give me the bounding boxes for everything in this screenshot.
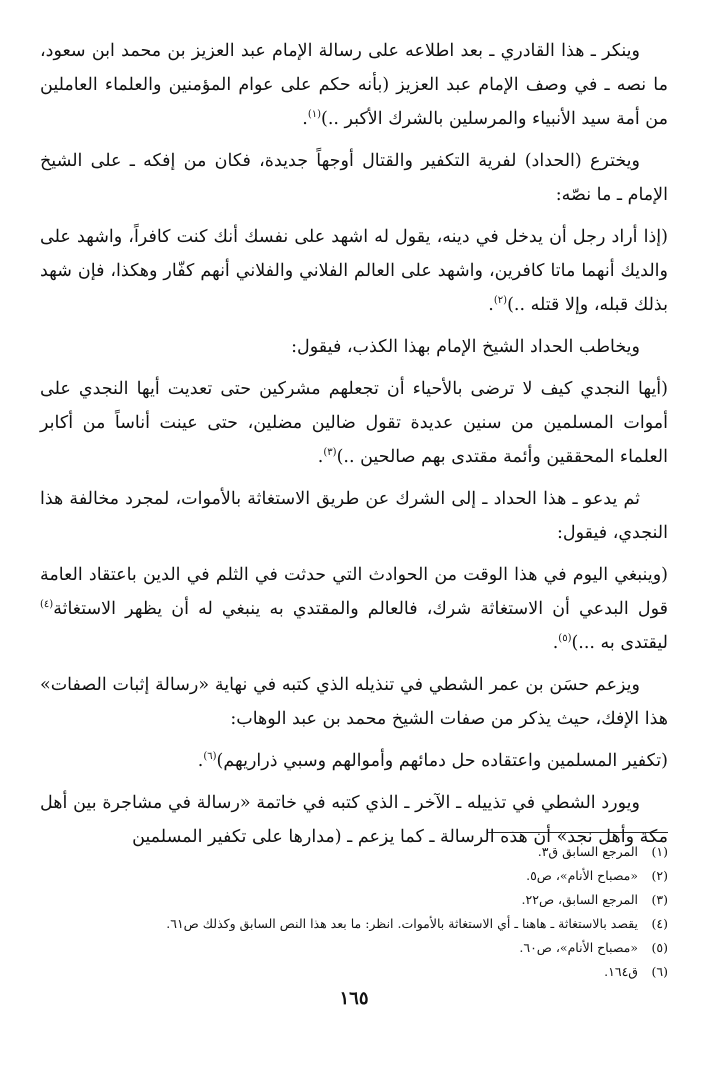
paragraph: وينكر ـ هذا القادري ـ بعد اطلاعه على رسالة الإمام عبد العزيز بن محمد ابن سعود، ما نصه ـ في وصف الإمام عبد العزيز (بأنه حكم على عوام المؤمنين والعلماء العاملين من أمة سيد الأنبياء والمرسلين بالشرك الأكبر ..)$^{(١)}$. [40,41,668,129]
footnote-number: (٣) [651,892,668,907]
quote-paragraph: (إذا أراد رجل أن يدخل في دينه، يقول له اشهد على نفسك أنك كنت كافراً، واشهد على والديك أنهما ماتا كافرين، واشهد على العالم الفلاني والفلاني أنهم كفّار وهكذا، فإن شهد بذلك قبله، وإلا قتله ..)$^{(٢)}$. [40,227,668,315]
footnote [40,888,668,912]
main-text [40,34,668,862]
footnote-ref[interactable]: (١) [307,109,322,121]
paragraph [40,482,668,550]
footnote-number: (٤) [651,916,668,931]
footnote-ref[interactable]: (٢) [493,295,508,307]
footnote-number: (٢) [651,868,668,883]
paragraph-text: ويخترع (الحداد) لفرية التكفير والقتال أوجهاً جديدة، فكان من إفكه ـ على الشيخ الإمام ـ ما نصّه: [40,151,668,205]
footnote-divider [488,832,668,833]
footnote [40,936,668,960]
footnote [40,960,668,984]
footnote-text: يقصد بالاستغاثة ـ هاهنا ـ أي الاستغاثة بالأموات. انظر: ما بعد هذا النص السابق وكذلك ص٦١. [166,916,638,931]
footnote-text: المرجع السابق، ص٢٢. [521,892,638,907]
paragraph-text-tail: ليقتدى به ...) [571,633,668,653]
footnote-text: المرجع السابق ق٣. [537,844,638,859]
footnote-text: «مصباح الأنام»، ص٦٠. [519,940,638,955]
footnote-number: (٥) [651,940,668,955]
paragraph-text: ويورد الشطي في تذييله ـ الآخر ـ الذي كتبه في خاتمة «رسالة في مشاجرة بين أهل مكة وأهل نجد» أن هذه الرسالة ـ كما يزعم ـ (مدارها على تكفير المسلمين [40,793,668,847]
paragraph [40,330,668,364]
page-number: ١٦٥ [339,988,369,1009]
footnote-text: ق١٦٤. [604,964,638,979]
quote-paragraph: (تكفير المسلمين واعتقاده حل دمائهم وأموالهم وسبي ذراريهم)$^{(٦)}$. [197,751,668,771]
paragraph-text: ويزعم حسَن بن عمر الشطي في تنذيله الذي كتبه في نهاية «رسالة إثبات الصفات» هذا الإفك، حيث يذكر من صفات الشيخ محمد بن عبد الوهاب: [40,675,668,729]
footnote [40,840,668,864]
paragraph-text: ثم يدعو ـ هذا الحداد ـ إلى الشرك عن طريق الاستغاثة بالأموات، لمجرد مخالفة هذا النجدي، فيقول: [40,489,668,543]
footnote [40,864,668,888]
footnote-ref[interactable]: (٣) [323,447,337,459]
paragraph-text: (أيها النجدي كيف لا ترضى بالأحياء أن تجعلهم مشركين حتى تعديت أيها النجدي على أموات المسلمين من سنين عديدة تقول ضالين مضلين، حتى عينت أناساً من أكابر العلماء المحققين وأئمة مقتدى بهم صالحين ..) [40,379,668,467]
footnote-number: (٦) [651,964,668,979]
footnote-text: «مصباح الأنام»، ص٥. [526,868,638,883]
footnote-ref[interactable]: (٤) [40,599,54,611]
paragraph-text: وينكر ـ هذا القادري ـ بعد اطلاعه على رسالة الإمام عبد العزيز بن محمد ابن سعود، ما نصه ـ في وصف الإمام عبد العزيز (بأنه حكم على عوام المؤمنين والعلماء العاملين من أمة سيد الأنبياء والمرسلين بالشرك الأكبر ..) [40,41,668,129]
footnote-ref[interactable]: (٦) [203,751,217,763]
footnote-number: (١) [651,844,668,859]
quote-paragraph: (أيها النجدي كيف لا ترضى بالأحياء أن تجعلهم مشركين حتى تعديت أيها النجدي على أموات المسلمين من سنين عديدة تقول ضالين مضلين، حتى عينت أناساً من أكابر العلماء المحققين وأئمة مقتدى بهم صالحين ..)$^{(٣)}$. [40,379,668,467]
quote-paragraph: (وينبغي اليوم في هذا الوقت من الحوادث التي حدثت في الثلم في الدين باعتقاد العامة قول البدعي أن الاستغاثة شرك، فالعالم والمقتدي به ينبغي له أن يظهر الاستغاثة$^{(٤)}$ ليقتدى به ...)$^{(٥)}$. [40,565,668,653]
paragraph-text: (وينبغي اليوم في هذا الوقت من الحوادث التي حدثت في الثلم في الدين باعتقاد العامة قول البدعي أن الاستغاثة شرك، فالعالم والمقتدي به ينبغي له أن يظهر الاستغاثة [40,565,668,619]
paragraph-text: ويخاطب الحداد الشيخ الإمام بهذا الكذب، فيقول: [291,337,640,357]
paragraph-text: (إذا أراد رجل أن يدخل في دينه، يقول له اشهد على نفسك أنك كنت كافراً، واشهد على والديك أنهما ماتا كافرين، واشهد على العالم الفلاني والفلاني أنهم كفّار وهكذا، فإن شهد بذلك قبله، وإلا قتله ..) [40,227,668,315]
paragraph [40,144,668,212]
paragraph [40,668,668,736]
footnotes [40,840,668,984]
paragraph-text: (تكفير المسلمين واعتقاده حل دمائهم وأموالهم وسبي ذراريهم) [216,751,668,771]
footnote [40,912,668,936]
footnote-ref[interactable]: (٥) [558,633,572,645]
